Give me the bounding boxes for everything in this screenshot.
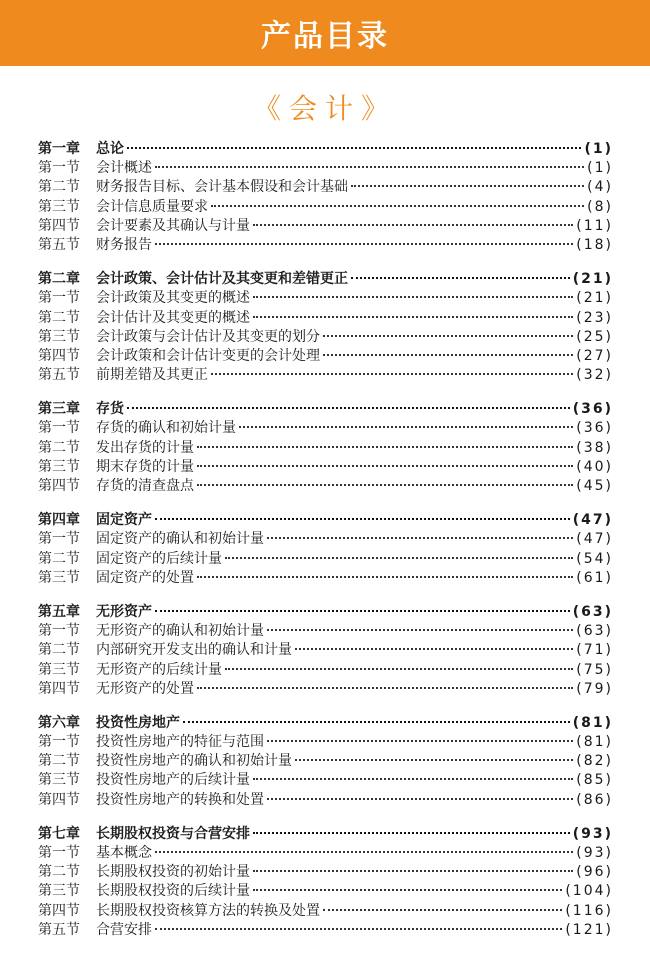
section-title: 固定资产的确认和初始计量: [96, 531, 264, 548]
section-entry: [38, 921, 613, 940]
section-number: 第二节: [38, 864, 80, 881]
dot-leader: [211, 373, 573, 375]
chapter-number: 第一章: [38, 141, 80, 157]
section-entry: [38, 439, 613, 458]
dot-leader: [197, 687, 573, 689]
dot-leader: [155, 928, 562, 930]
dot-leader: [351, 185, 584, 187]
page-number: (116): [565, 902, 613, 919]
section-number: 第一节: [38, 290, 80, 307]
page-number: (75): [576, 661, 613, 678]
section-number: 第四节: [38, 217, 80, 234]
section-title: 投资性房地产的确认和初始计量: [96, 753, 292, 770]
section-number: 第二节: [38, 642, 80, 659]
section-number: 第三节: [38, 883, 80, 900]
section-entry: [38, 791, 613, 810]
section-number: 第四节: [38, 347, 80, 364]
section-title: 固定资产的处置: [96, 569, 194, 586]
chapter-number: 第五章: [38, 603, 80, 620]
section-number: 第三节: [38, 569, 80, 586]
section-number: 第五节: [38, 921, 80, 938]
chapter-title: 固定资产: [96, 512, 152, 529]
dot-leader: [225, 668, 573, 670]
chapter-heading: [38, 140, 613, 159]
section-entry: [38, 309, 613, 328]
section-entry: [38, 217, 613, 236]
section-entry: [38, 477, 613, 496]
chapter-number: 第二章: [38, 271, 80, 288]
section-entry: [38, 569, 613, 588]
section-title: 基本概念: [96, 845, 152, 861]
section-title: 存货的清查盘点: [96, 478, 194, 494]
chapter-heading: [38, 603, 613, 622]
section-entry: [38, 178, 613, 197]
chapter-number: 第七章: [38, 825, 80, 842]
page-number: (11): [576, 217, 613, 234]
section-entry: [38, 347, 613, 366]
section-title: 会计估计及其变更的概述: [96, 309, 250, 326]
dot-leader: [323, 909, 562, 911]
page-number: (8): [587, 198, 613, 215]
dot-leader: [155, 851, 573, 853]
page-number: (61): [576, 569, 613, 586]
dot-leader: [239, 426, 573, 428]
section-title: 财务报告: [96, 236, 152, 253]
dot-leader: [197, 446, 573, 448]
section-number: 第五节: [38, 236, 80, 253]
dot-leader: [323, 335, 573, 337]
chapter-block: [38, 400, 613, 496]
section-number: 第一节: [38, 160, 80, 177]
page-number: (63): [572, 603, 613, 620]
page-number: (79): [576, 680, 613, 697]
page-number: (1): [587, 160, 613, 177]
section-number: 第三节: [38, 328, 80, 345]
table-of-contents: [38, 140, 613, 955]
dot-leader: [253, 832, 570, 834]
section-entry: [38, 661, 613, 680]
page-number: (45): [576, 478, 613, 494]
chapter-title: 投资性房地产: [96, 714, 180, 731]
section-title: 期末存货的计量: [96, 458, 194, 475]
section-entry: [38, 550, 613, 569]
chapter-heading: [38, 511, 613, 530]
dot-leader: [155, 166, 584, 168]
page-number: (121): [565, 921, 613, 938]
section-entry: [38, 752, 613, 771]
page-number: (1): [584, 141, 613, 157]
section-title: 发出存货的计量: [96, 439, 194, 456]
section-number: 第四节: [38, 680, 80, 697]
dot-leader: [253, 778, 573, 780]
dot-leader: [197, 576, 573, 578]
dot-leader: [295, 648, 573, 650]
page-number: (71): [576, 642, 613, 659]
section-title: 存货的确认和初始计量: [96, 420, 236, 437]
section-entry: [38, 641, 613, 660]
chapter-heading: [38, 714, 613, 733]
dot-leader: [267, 798, 573, 800]
subject-title: 《会计》: [252, 92, 397, 125]
page-number: (82): [576, 753, 613, 770]
page-number: (54): [576, 550, 613, 567]
section-entry: [38, 366, 613, 385]
dot-leader: [197, 465, 573, 467]
section-number: 第四节: [38, 791, 80, 808]
page-title: 产品目录: [261, 19, 389, 54]
section-title: 投资性房地产的转换和处置: [96, 791, 264, 808]
section-entry: [38, 844, 613, 863]
page-number: (25): [576, 328, 613, 345]
section-entry: [38, 328, 613, 347]
page-number: (85): [576, 772, 613, 789]
section-entry: [38, 622, 613, 641]
section-entry: [38, 733, 613, 752]
section-entry: [38, 902, 613, 921]
dot-leader: [197, 484, 573, 486]
dot-leader: [225, 557, 573, 559]
section-title: 合营安排: [96, 921, 152, 938]
dot-leader: [253, 296, 573, 298]
dot-leader: [211, 205, 584, 207]
section-number: 第一节: [38, 734, 80, 751]
chapter-title: 长期股权投资与合营安排: [96, 825, 250, 842]
section-number: 第四节: [38, 478, 80, 494]
section-number: 第二节: [38, 309, 80, 326]
section-title: 前期差错及其更正: [96, 367, 208, 384]
section-entry: [38, 882, 613, 901]
dot-leader: [253, 889, 562, 891]
dot-leader: [253, 316, 573, 318]
section-title: 无形资产的处置: [96, 680, 194, 697]
page-number: (21): [572, 271, 613, 288]
chapter-title: 会计政策、会计估计及其变更和差错更正: [96, 271, 348, 288]
header-banner: [0, 0, 650, 66]
chapter-title: 存货: [96, 401, 124, 418]
chapter-number: 第六章: [38, 714, 80, 731]
section-entry: [38, 863, 613, 882]
chapter-heading: [38, 400, 613, 419]
page-number: (4): [587, 179, 613, 196]
page-number: (81): [572, 714, 613, 731]
page-number: (47): [576, 531, 613, 548]
page-number: (21): [576, 290, 613, 307]
section-entry: [38, 458, 613, 477]
page-number: (36): [572, 401, 613, 418]
page-number: (86): [576, 791, 613, 808]
section-title: 会计政策和会计估计变更的会计处理: [96, 347, 320, 364]
chapter-number: 第三章: [38, 401, 80, 418]
dot-leader: [295, 759, 573, 761]
section-number: 第四节: [38, 902, 80, 919]
chapter-block: [38, 140, 613, 255]
page-number: (81): [576, 734, 613, 751]
chapter-heading: [38, 825, 613, 844]
chapter-number: 第四章: [38, 512, 80, 529]
page-number: (93): [572, 825, 613, 842]
section-title: 会计政策与会计估计及其变更的划分: [96, 328, 320, 345]
section-number: 第一节: [38, 531, 80, 548]
dot-leader: [253, 224, 573, 226]
page-number: (32): [576, 367, 613, 384]
section-entry: [38, 236, 613, 255]
section-number: 第三节: [38, 458, 80, 475]
section-title: 投资性房地产的后续计量: [96, 772, 250, 789]
section-entry: [38, 530, 613, 549]
section-entry: [38, 419, 613, 438]
dot-leader: [155, 243, 573, 245]
section-number: 第二节: [38, 550, 80, 567]
chapter-block: [38, 511, 613, 588]
section-entry: [38, 289, 613, 308]
page-number: (47): [572, 512, 613, 529]
section-title: 固定资产的后续计量: [96, 550, 222, 567]
dot-leader: [127, 147, 581, 149]
page-number: (23): [576, 309, 613, 326]
page-number: (18): [576, 236, 613, 253]
page-number: (63): [576, 623, 613, 640]
page-number: (40): [576, 458, 613, 475]
section-number: 第二节: [38, 753, 80, 770]
dot-leader: [155, 518, 570, 520]
section-title: 会计概述: [96, 160, 152, 177]
section-number: 第一节: [38, 623, 80, 640]
section-title: 长期股权投资的后续计量: [96, 883, 250, 900]
dot-leader: [351, 277, 570, 279]
chapter-block: [38, 603, 613, 699]
page-number: (104): [565, 883, 613, 900]
page-number: (96): [576, 864, 613, 881]
chapter-title: 总论: [96, 141, 124, 157]
section-title: 会计要素及其确认与计量: [96, 217, 250, 234]
section-title: 无形资产的确认和初始计量: [96, 623, 264, 640]
chapter-heading: [38, 270, 613, 289]
section-number: 第二节: [38, 439, 80, 456]
section-entry: [38, 159, 613, 178]
chapter-block: [38, 825, 613, 940]
section-number: 第三节: [38, 772, 80, 789]
section-title: 会计政策及其变更的概述: [96, 290, 250, 307]
section-number: 第三节: [38, 661, 80, 678]
dot-leader: [183, 721, 570, 723]
page-number: (27): [576, 347, 613, 364]
section-entry: [38, 771, 613, 790]
section-number: 第二节: [38, 179, 80, 196]
dot-leader: [155, 610, 570, 612]
section-title: 长期股权投资的初始计量: [96, 864, 250, 881]
section-title: 长期股权投资核算方法的转换及处置: [96, 902, 320, 919]
section-number: 第一节: [38, 845, 80, 861]
dot-leader: [267, 629, 573, 631]
page-number: (38): [576, 439, 613, 456]
chapter-title: 无形资产: [96, 603, 152, 620]
section-title: 无形资产的后续计量: [96, 661, 222, 678]
chapter-block: [38, 714, 613, 810]
section-title: 会计信息质量要求: [96, 198, 208, 215]
section-title: 财务报告目标、会计基本假设和会计基础: [96, 179, 348, 196]
section-number: 第一节: [38, 420, 80, 437]
dot-leader: [323, 354, 573, 356]
section-entry: [38, 680, 613, 699]
section-title: 投资性房地产的特征与范围: [96, 734, 264, 751]
section-number: 第五节: [38, 367, 80, 384]
section-title: 内部研究开发支出的确认和计量: [96, 642, 292, 659]
dot-leader: [267, 537, 573, 539]
page-number: (93): [576, 845, 613, 861]
dot-leader: [127, 407, 570, 409]
section-number: 第三节: [38, 198, 80, 215]
dot-leader: [253, 870, 573, 872]
section-entry: [38, 198, 613, 217]
page-number: (36): [576, 420, 613, 437]
chapter-block: [38, 270, 613, 385]
dot-leader: [267, 740, 573, 742]
